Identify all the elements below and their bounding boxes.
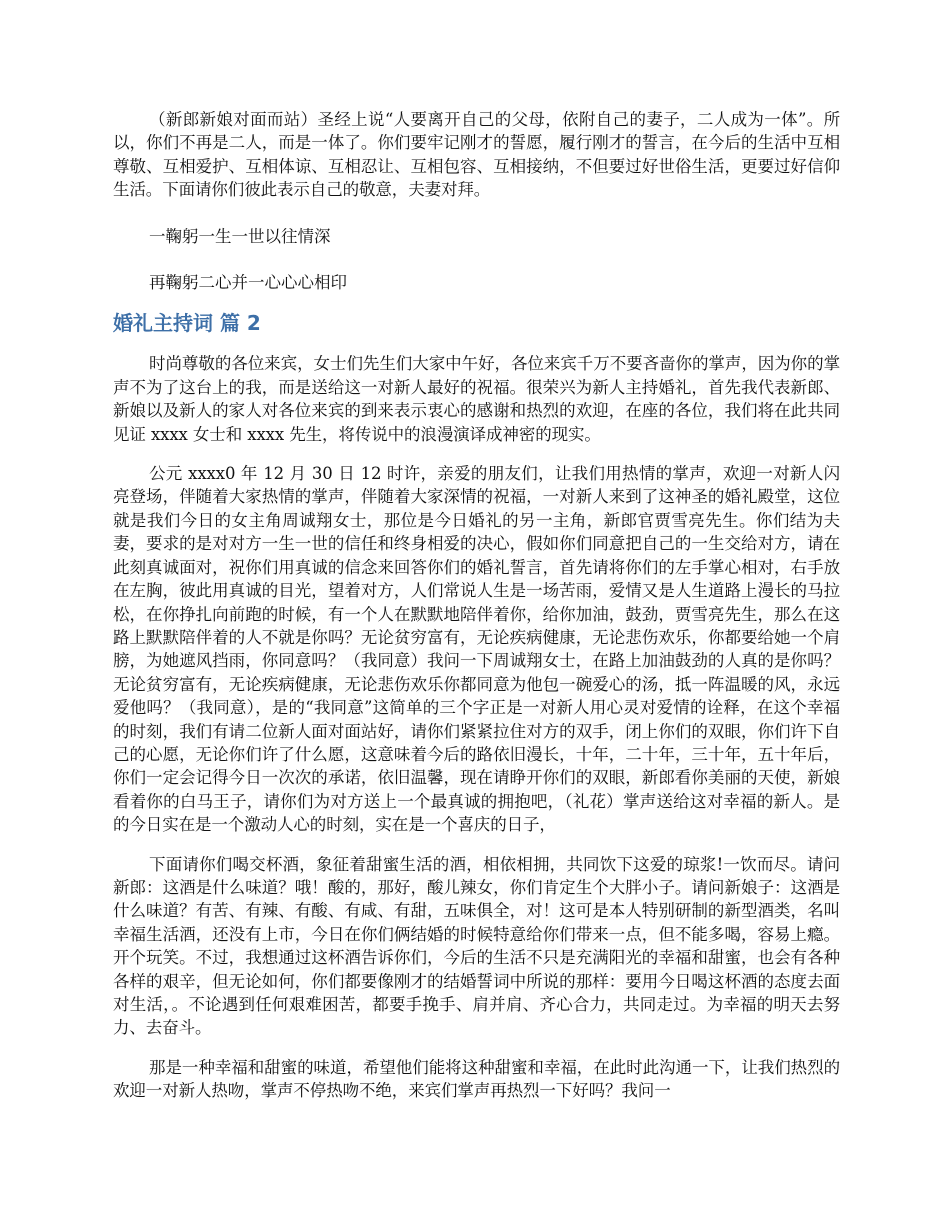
spacer: [113, 294, 840, 310]
spacer: [113, 1040, 840, 1056]
spacer: [113, 202, 840, 225]
intro-paragraph: （新郎新娘对面而站）圣经上说“人要离开自己的父母，依附自己的妻子，二人成为一体”。所以，你们不再是二人，而是一体了。你们要牢记刚才的誓愿，履行刚才的誓言，在今后的生活中互相尊敬、互相爱护、互相体谅、互相忍让、互相包容、互相接纳，不但要过好世俗生活，更要过好信仰生活。下面请你们彼此表示自己的敬意，夫妻对拜。: [113, 110, 840, 200]
body-paragraph-1: 时尚尊敬的各位来宾，女士们先生们大家中午好，各位来宾千万不要吝啬你的掌声，因为你的掌声不为了这台上的我，而是送给这一对新人最好的祝福。很荣兴为新人主持婚礼，首先我代表新郎、新娘以及新人的家人对各位来宾的到来表示衷心的感谢和热烈的欢迎，在座的各位，我们将在此共同见证 xxxx 女士和 xxxx 先生，将传说中的浪漫演译成神密的现实。: [113, 354, 840, 444]
body-paragraph-3: 下面请你们喝交杯酒，象征着甜蜜生活的酒，相依相拥，共同饮下这爱的琼浆!一饮而尽。请问新郎：这酒是什么味道？哦！酸的，那好，酸儿辣女，你们肯定生个大胖小子。请问新娘子：这酒是什么味道？有苦、有辣、有酸、有咸、有甜，五味俱全，对！这可是本人特别研制的新型酒类，名叫幸福生活酒，还没有上市，今日在你们俩结婚的时候特意给你们带来一点，但不能多喝，容易上瘾。开个玩笑。不过，我想通过这杯酒告诉你们，今后的生活不只是充满阳光的幸福和甜蜜，也会有各种各样的艰辛，但无论如何，你们都要像刚才的结婚誓词中所说的那样：要用今日喝这杯酒的态度去面对生活，。不论遇到任何艰难困苦，都要手挽手、肩并肩、齐心合力，共同走过。为幸福的明天去努力、去奋斗。: [113, 854, 840, 1038]
spacer: [113, 336, 840, 352]
spacer: [113, 446, 840, 462]
spacer: [113, 837, 840, 853]
body-paragraph-2: 公元 xxxx0 年 12 月 30 日 12 时许，亲爱的朋友们，让我们用热情的掌声，欢迎一对新人闪亮登场，伴随着大家热情的掌声，伴随着大家深情的祝福，一对新人来到了这神圣的婚礼殿堂，这位就是我们今日的女主角周诚翔女士，那位是今日婚礼的另一主角，新郎官贾雪亮先生。你们结为夫妻，要求的是对对方一生一世的信任和终身相爱的决心，假如你们同意把自己的一生交给对方，请在此刻真诚面对，祝你们用真诚的信念来回答你们的婚礼誓言，首先请将你们的左手掌心相对，右手放在左胸，彼此用真诚的目光，望着对方，人们常说人生是一场苦雨，爱情又是人生道路上漫长的马拉松，在你挣扎向前跑的时候，有一个人在默默地陪伴着你，给你加油，鼓劲，贾雪亮先生，那么在这路上默默陪伴着的人不就是你吗？无论贫穷富有，无论疾病健康，无论悲伤欢乐，你都要给她一个肩膀，为她遮风挡雨，你同意吗？（我同意）我问一下周诚翔女士，在路上加油鼓劲的人真的是你吗？无论贫穷富有，无论疾病健康，无论悲伤欢乐你都同意为他包一碗爱心的汤，抵一阵温暖的风，永远爱他吗？（我同意），是的“我同意”这简单的三个字正是一对新人用心灵对爱情的诠释，在这个幸福的时刻，我们有请二位新人面对面站好，请你们紧紧拉住对方的双手，闭上你们的双眼，你们许下自己的心愿，无论你们许了什么愿，这意味着今后的路依旧漫长，十年，二十年，三十年，五十年后，你们一定会记得今日一次次的承诺，依旧温馨，现在请睁开你们的双眼，新郎看你美丽的天使，新娘看着你的白马王子，请你们为对方送上一个最真诚的拥抱吧，（礼花）掌声送给这对幸福的新人。是的今日实在是一个激动人心的时刻，实在是一个喜庆的日子，: [113, 464, 840, 835]
bow-line-1: 一鞠躬一生一世以往情深: [149, 226, 331, 246]
section-heading: 婚礼主持词 篇 2: [113, 311, 261, 336]
document-page: [113, 108, 840, 1103]
bow-line-2: 再鞠躬二心并一心心心相印: [149, 273, 347, 293]
body-paragraph-4: 那是一种幸福和甜蜜的味道，希望他们能将这种甜蜜和幸福，在此时此沟通一下，让我们热烈的欢迎一对新人热吻，掌声不停热吻不绝，来宾们掌声再热烈一下好吗？我问一: [113, 1057, 840, 1101]
spacer: [113, 248, 840, 271]
